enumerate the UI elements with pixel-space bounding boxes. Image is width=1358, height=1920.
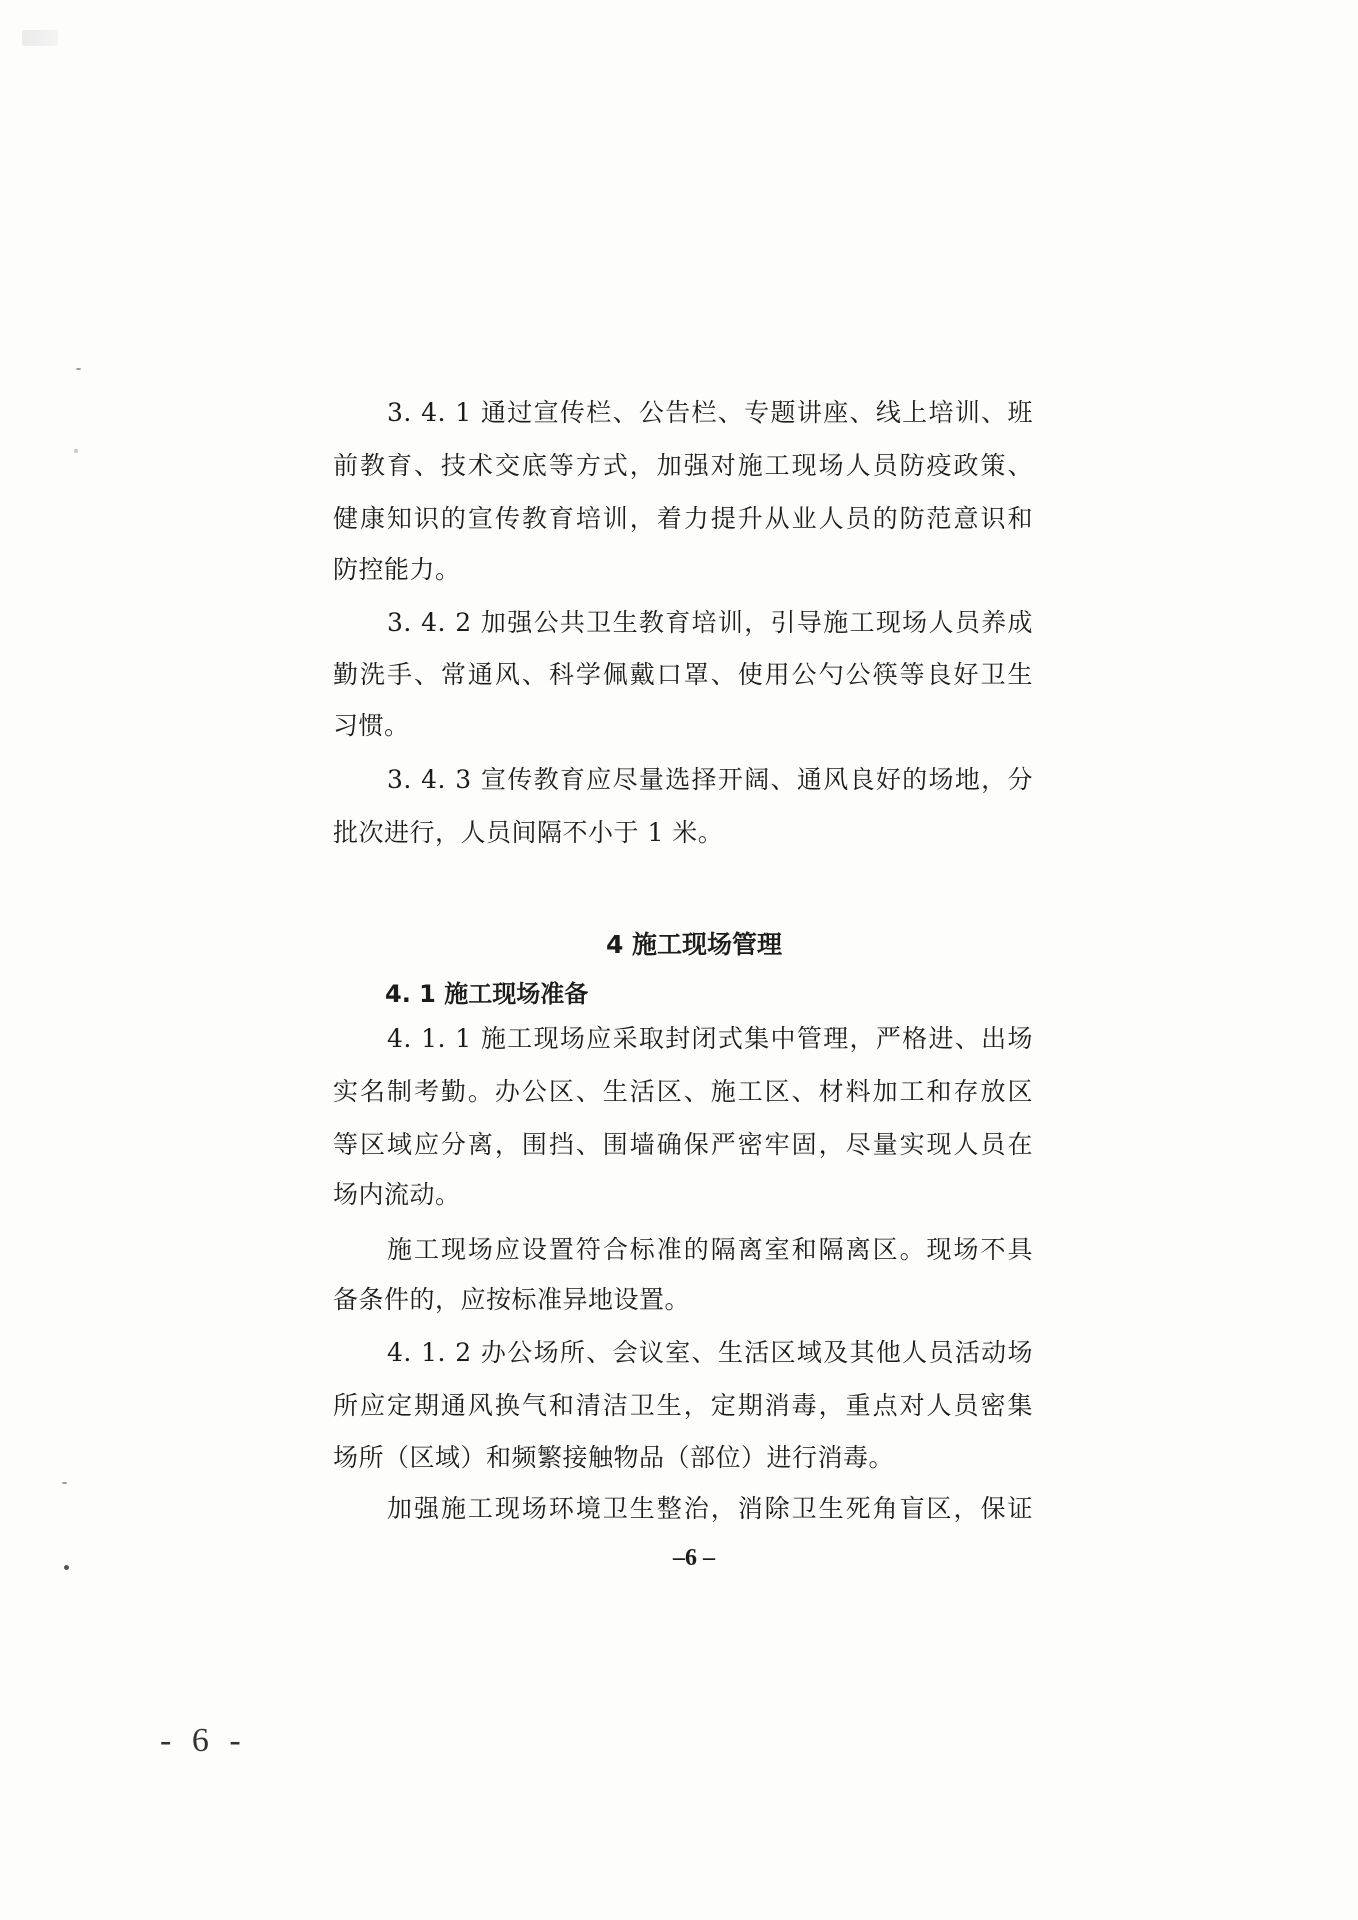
subsection-heading: 4. 1 施工现场准备	[385, 980, 589, 1008]
paragraph-3-4-3-line-1: 3. 4. 3 宣传教育应尽量选择开阔、通风良好的场地，分	[387, 765, 1033, 794]
inner-page-number: –6 –	[673, 1545, 715, 1571]
paragraph-3-4-1-line-2: 前教育、技术交底等方式，加强对施工现场人员防疫政策、	[333, 451, 1033, 480]
paragraph-3-4-1-line-4: 防控能力。	[333, 555, 461, 584]
paragraph-3-4-2-line-3: 习惯。	[333, 711, 410, 740]
scan-speck	[74, 449, 78, 453]
paragraph-4-1-2-line-3: 场所（区域）和频繁接触物品（部位）进行消毒。	[333, 1443, 895, 1472]
paragraph-3-4-2-line-2: 勤洗手、常通风、科学佩戴口罩、使用公勺公筷等良好卫生	[333, 660, 1033, 689]
scan-speck	[76, 368, 81, 370]
paragraph-4-1-1-line-4: 场内流动。	[333, 1180, 461, 1209]
paragraph-4-1-2b-line-1: 加强施工现场环境卫生整治，消除卫生死角盲区，保证	[387, 1494, 1033, 1523]
paragraph-4-1-2-line-2: 所应定期通风换气和清洁卫生，定期消毒，重点对人员密集	[333, 1391, 1033, 1420]
paragraph-4-1-1-line-2: 实名制考勤。办公区、生活区、施工区、材料加工和存放区	[333, 1077, 1033, 1106]
paragraph-3-4-2-line-1: 3. 4. 2 加强公共卫生教育培训，引导施工现场人员养成	[387, 608, 1033, 637]
paragraph-3-4-3-line-2: 批次进行，人员间隔不小于 1 米。	[333, 818, 724, 847]
scan-speck	[62, 1482, 67, 1484]
scan-artifact	[22, 30, 58, 46]
section-heading: 4 施工现场管理	[605, 930, 783, 959]
paragraph-3-4-1-line-1: 3. 4. 1 通过宣传栏、公告栏、专题讲座、线上培训、班	[387, 398, 1033, 427]
outer-page-number: - 6 -	[160, 1722, 247, 1759]
paragraph-4-1-1b-line-1: 施工现场应设置符合标准的隔离室和隔离区。现场不具	[387, 1235, 1033, 1264]
paragraph-4-1-1-line-1: 4. 1. 1 施工现场应采取封闭式集中管理，严格进、出场	[387, 1024, 1033, 1053]
paragraph-4-1-1-line-3: 等区域应分离，围挡、围墙确保严密牢固，尽量实现人员在	[333, 1130, 1033, 1159]
paragraph-4-1-2-line-1: 4. 1. 2 办公场所、会议室、生活区域及其他人员活动场	[387, 1338, 1033, 1367]
paragraph-3-4-1-line-3: 健康知识的宣传教育培训，着力提升从业人员的防范意识和	[333, 504, 1033, 533]
paragraph-4-1-1b-line-2: 备条件的，应按标准异地设置。	[333, 1285, 691, 1314]
